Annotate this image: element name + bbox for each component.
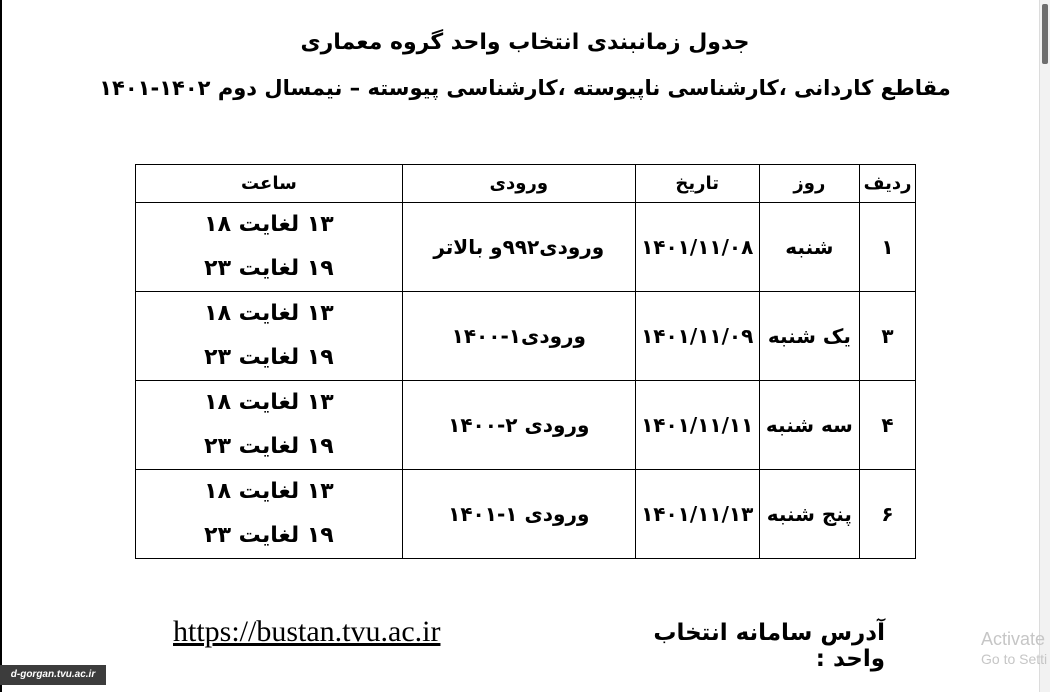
- header-row-number: ردیف: [860, 165, 916, 203]
- cell-entry: ورودی ۱-۱۴۰۱: [402, 470, 635, 559]
- cell-entry: ورودی۱-۱۴۰۰: [402, 292, 635, 381]
- cell-time: [136, 381, 403, 470]
- cell-date: ۱۴۰۱/۱۱/۰۹: [635, 292, 759, 381]
- header-day: روز: [759, 165, 859, 203]
- cell-row-number: ۱: [860, 203, 916, 292]
- cell-row-number: ۶: [860, 470, 916, 559]
- time-slot-1: ۱۳ لغایت ۱۸: [204, 301, 334, 326]
- cell-date: ۱۴۰۱/۱۱/۱۳: [635, 470, 759, 559]
- vertical-scrollbar[interactable]: [1039, 0, 1050, 692]
- cell-day: پنج شنبه: [759, 470, 859, 559]
- table-row: [136, 470, 916, 559]
- page-left-border: [0, 0, 2, 692]
- document-subtitle: مقاطع کاردانی ،کارشناسی ناپیوسته ،کارشناسی پیوسته – نیمسال دوم ۱۴۰۲-۱۴۰۱: [99, 76, 951, 100]
- header-time: ساعت: [136, 165, 403, 203]
- time-slot-2: ۱۹ لغایت ۲۳: [204, 523, 334, 548]
- header-date: تاریخ: [635, 165, 759, 203]
- cell-date: ۱۴۰۱/۱۱/۱۱: [635, 381, 759, 470]
- cell-entry: ورودی۹۹۲و بالاتر: [402, 203, 635, 292]
- time-slot-1: ۱۳ لغایت ۱۸: [204, 212, 334, 237]
- activate-windows-watermark: [981, 628, 1047, 668]
- cell-day: یک شنبه: [759, 292, 859, 381]
- cell-time: [136, 292, 403, 381]
- table-row: [136, 292, 916, 381]
- cell-entry: ورودی ۲-۱۴۰۰: [402, 381, 635, 470]
- cell-day: سه شنبه: [759, 381, 859, 470]
- document-title: جدول زمانبندی انتخاب واحد گروه معماری: [300, 30, 750, 55]
- table-row: [136, 203, 916, 292]
- registration-address-label: آدرس سامانه انتخاب واحد :: [653, 620, 885, 672]
- cell-time: [136, 203, 403, 292]
- registration-url-link[interactable]: https://bustan.tvu.ac.ir: [173, 615, 441, 648]
- watermark-line-2: Go to Setti: [981, 650, 1048, 667]
- time-slot-2: ۱۹ لغایت ۲۳: [204, 434, 334, 459]
- watermark-line-1: Activate: [981, 629, 1046, 649]
- schedule-table: [135, 164, 916, 559]
- cell-row-number: ۳: [860, 292, 916, 381]
- cell-row-number: ۴: [860, 381, 916, 470]
- header-entry: ورودی: [402, 165, 635, 203]
- table-row: [136, 381, 916, 470]
- time-slot-1: ۱۳ لغایت ۱۸: [204, 479, 334, 504]
- cell-day: شنبه: [759, 203, 859, 292]
- table-header-row: [136, 165, 916, 203]
- cell-date: ۱۴۰۱/۱۱/۰۸: [635, 203, 759, 292]
- time-slot-2: ۱۹ لغایت ۲۳: [204, 256, 334, 281]
- cell-time: [136, 470, 403, 559]
- time-slot-1: ۱۳ لغایت ۱۸: [204, 390, 334, 415]
- site-logo-badge: d-gorgan.tvu.ac.ir: [0, 665, 106, 685]
- time-slot-2: ۱۹ لغایت ۲۳: [204, 345, 334, 370]
